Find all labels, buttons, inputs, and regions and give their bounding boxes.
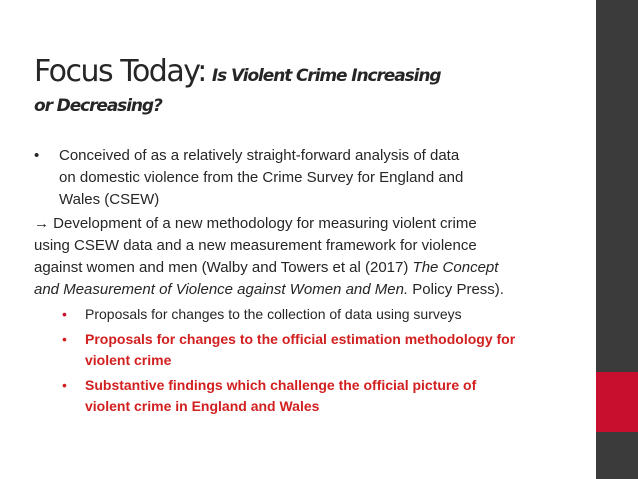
bullet-line: on domestic violence from the Crime Survey for England and [59, 169, 464, 186]
book-title-part: The Concept [412, 259, 499, 276]
slide-content [34, 145, 590, 421]
bullet-icon: • [34, 147, 40, 164]
slide-title [34, 50, 586, 120]
sub-bullet-estimation [62, 329, 590, 371]
bullet-line: Conceived of as a relatively straight-forward analysis of data [59, 147, 460, 164]
arrow-right-icon: → [34, 215, 49, 232]
sub-bullet-line: violent crime in England and Wales [85, 398, 320, 414]
bullet-icon: • [62, 331, 67, 347]
bullet-line: Wales (CSEW) [59, 191, 160, 208]
para-line: Development of a new methodology for measuring violent crime [49, 215, 477, 232]
sub-bullet-findings [62, 375, 590, 417]
bullet-icon: • [62, 306, 67, 322]
sub-bullet-list [62, 304, 590, 417]
sub-bullet-line: Substantive findings which challenge the official picture of [85, 377, 477, 393]
sub-bullet-collection [62, 304, 590, 325]
para-line: Policy Press). [408, 281, 504, 298]
title-subtitle-line1: Is Violent Crime Increasing [211, 66, 441, 86]
bullet-conceived [34, 145, 590, 211]
title-main: Focus Today: [34, 54, 206, 89]
sub-bullet-line: Proposals for changes to the collection of data using surveys [85, 306, 462, 322]
para-line: using CSEW data and a new measurement framework for violence [34, 237, 477, 254]
methodology-paragraph [34, 213, 590, 301]
side-accent-bar [596, 372, 638, 432]
para-line: against women and men (Walby and Towers et al (2017) [34, 259, 413, 276]
title-subtitle-line2: or Decreasing? [34, 96, 162, 116]
bullet-icon: • [62, 377, 67, 393]
sub-bullet-line: violent crime [85, 352, 172, 368]
book-title-part: and Measurement of Violence against Women and Men. [34, 281, 409, 298]
sub-bullet-line: Proposals for changes to the official estimation methodology for [85, 331, 516, 347]
